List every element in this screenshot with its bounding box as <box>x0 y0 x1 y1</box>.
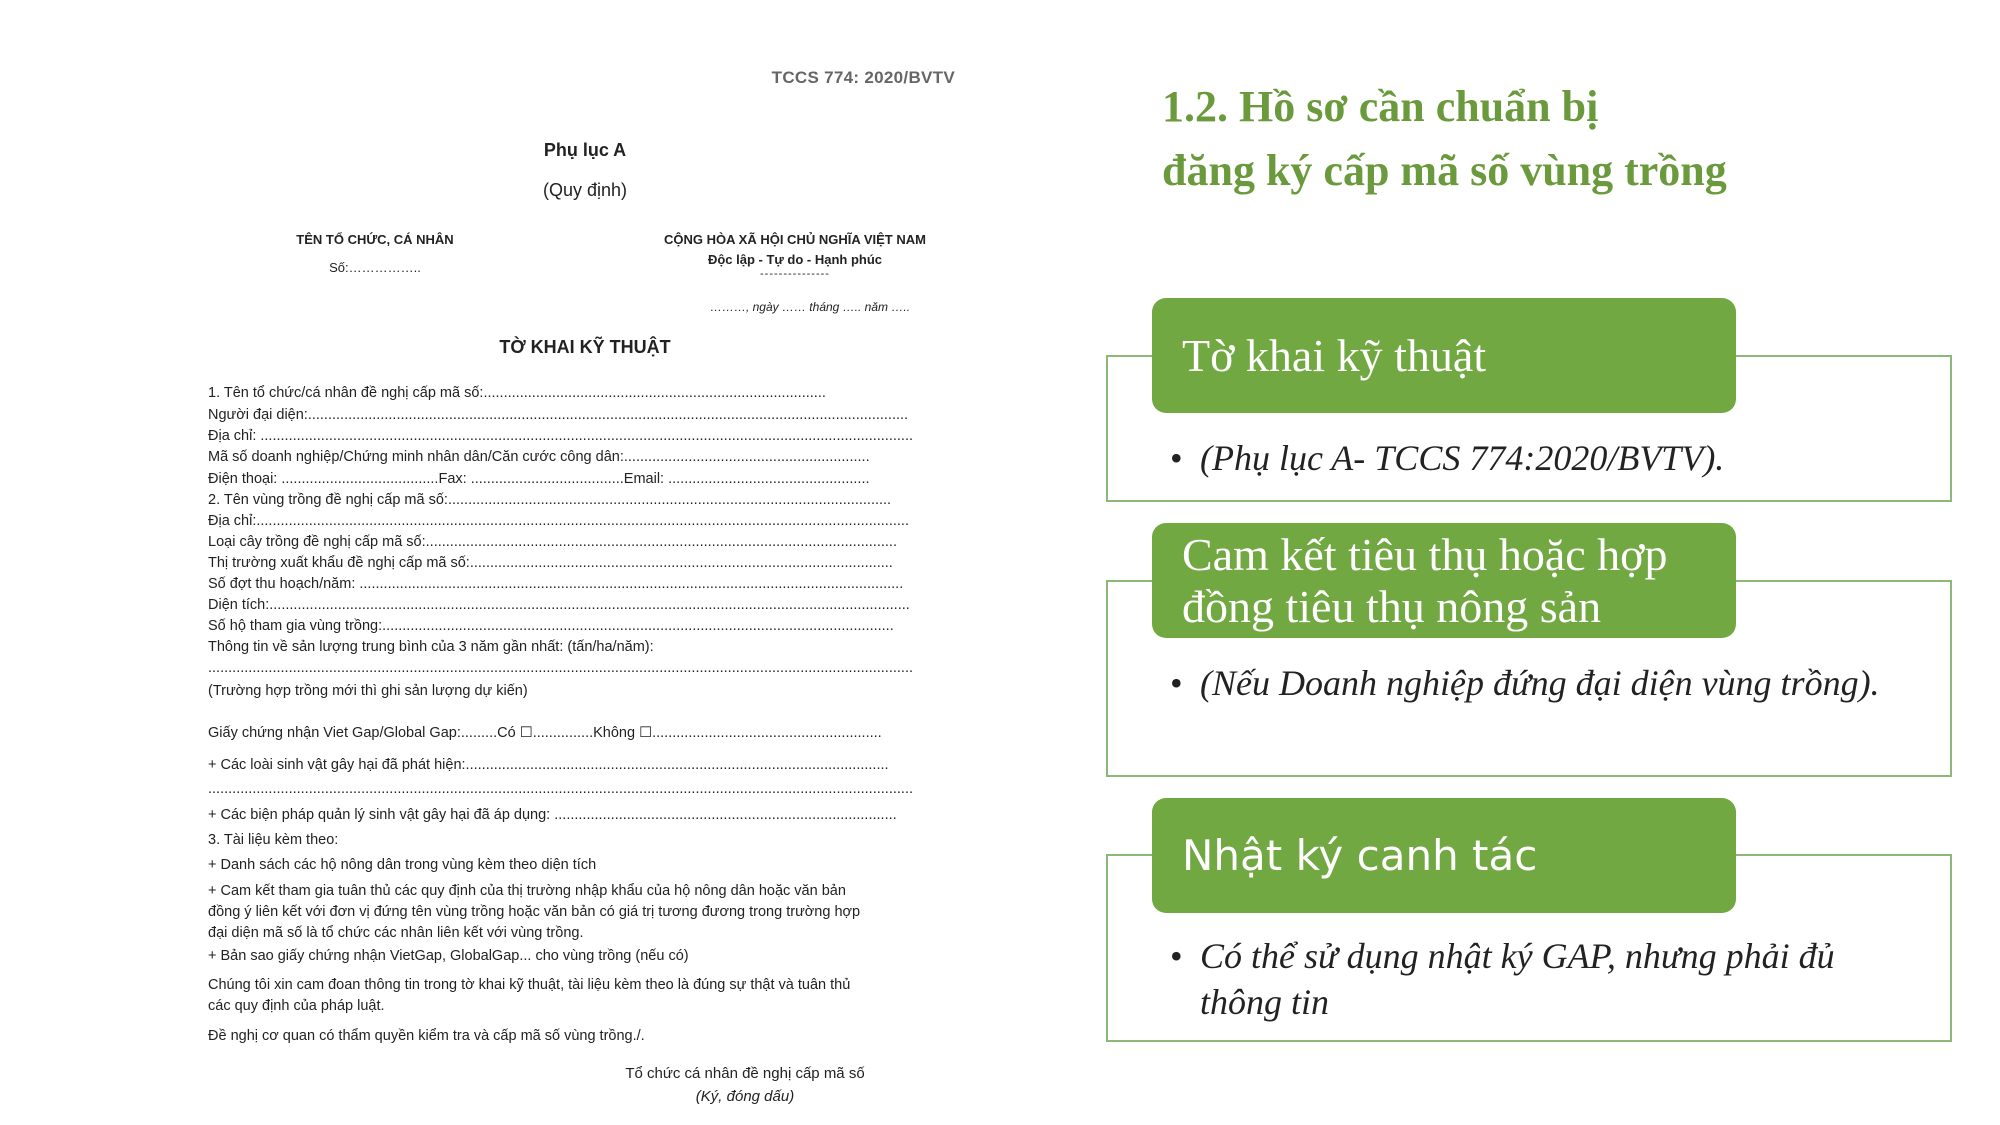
form-line: Loại cây trồng đề nghị cấp mã số:..................................................................................................................... <box>208 534 897 550</box>
technical-declaration-form <box>205 60 965 1120</box>
form-line: Số đợt thu hoạch/năm: ....................................................................................................................................... <box>208 576 904 592</box>
card-title-technical-declaration: Tờ khai kỹ thuật <box>1152 298 1736 413</box>
form-line: Địa chỉ:.................................................................................................................................................................. <box>208 513 909 529</box>
bullet-dot-icon: • <box>1170 663 1183 703</box>
motto-rule: --------------- <box>760 268 830 280</box>
org-number: Số:…………….. <box>329 260 421 275</box>
form-line: 2. Tên vùng trồng đề nghị cấp mã số:.............................................................................................................. <box>208 492 892 508</box>
form-line: các quy định của pháp luật. <box>208 998 385 1014</box>
slide-heading <box>1162 75 1727 203</box>
form-line: Địa chỉ: .................................................................................................................................................................. <box>208 428 914 444</box>
form-line: Số hộ tham gia vùng trồng:............................................................................................................................... <box>208 618 894 634</box>
annex-title: Phụ lục A <box>543 140 627 160</box>
card-bullet-technical-declaration <box>1170 435 1900 481</box>
form-line: ............................................................................................................................................................................... <box>208 660 913 676</box>
form-line: Người đại diện:..................................................................................................................................................... <box>208 407 909 423</box>
form-line: + Các loài sinh vật gây hại đã phát hiện:......................................................................................................... <box>208 757 889 773</box>
form-line: + Cam kết tham gia tuân thủ các quy định của thị trường nhập khẩu của hộ nông dân hoặc văn bản <box>208 883 846 899</box>
form-line: Đề nghị cơ quan có thẩm quyền kiểm tra và cấp mã số vùng trồng./. <box>208 1028 645 1044</box>
date-line: ………, ngày …… tháng ….. năm ….. <box>709 300 911 314</box>
card-bullet-farming-diary <box>1170 933 1900 1025</box>
republic-title: CỘNG HÒA XÃ HỘI CHỦ NGHĨA VIỆT NAM <box>664 232 926 247</box>
form-line: Thông tin về sản lượng trung bình của 3 năm gần nhất: (tấn/ha/năm): <box>208 639 654 655</box>
form-line: 1. Tên tổ chức/cá nhân đề nghị cấp mã số:..................................................................................... <box>208 385 826 401</box>
card-bullet-sales-commitment <box>1170 660 1900 706</box>
form-line: Mã số doanh nghiệp/Chứng minh nhân dân/Căn cước công dân:............................................................. <box>208 449 870 465</box>
form-line: ............................................................................................................................................................................... <box>208 781 913 797</box>
bullet-dot-icon: • <box>1170 438 1183 478</box>
bullet-text: (Phụ lục A- TCCS 774:2020/BVTV). <box>1200 438 1725 478</box>
bullet-text: Có thể sử dụng nhật ký GAP, nhưng phải đủ thông tin <box>1200 936 1835 1022</box>
form-title: TỜ KHAI KỸ THUẬT <box>499 337 671 357</box>
bullet-text: (Nếu Doanh nghiệp đứng đại diện vùng trồng). <box>1200 663 1880 703</box>
org-name-label: TÊN TỔ CHỨC, CÁ NHÂN <box>296 232 454 247</box>
bullet-dot-icon: • <box>1170 936 1183 976</box>
form-line: (Trường hợp trồng mới thì ghi sản lượng dự kiến) <box>208 683 528 699</box>
form-line: Chúng tôi xin cam đoan thông tin trong tờ khai kỹ thuật, tài liệu kèm theo là đúng sự thật và tuân thủ <box>208 977 851 993</box>
card-title-sales-commitment: Cam kết tiêu thụ hoặc hợp đồng tiêu thụ nông sản <box>1152 523 1736 638</box>
form-line: Diện tích:............................................................................................................................................................... <box>208 597 910 613</box>
form-line: + Danh sách các hộ nông dân trong vùng kèm theo diện tích <box>208 857 597 873</box>
form-line: 3. Tài liệu kèm theo: <box>208 832 339 848</box>
heading-line-2: đăng ký cấp mã số vùng trồng <box>1162 146 1727 195</box>
annex-subtitle: (Quy định) <box>542 180 628 200</box>
heading-line-1: 1.2. Hồ sơ cần chuẩn bị <box>1162 82 1599 131</box>
national-motto: Độc lập - Tự do - Hạnh phúc <box>707 252 883 267</box>
form-line: Điện thoại: .......................................Fax: ......................................Email: .................................................. <box>208 471 870 487</box>
form-line: Giấy chứng nhận Viet Gap/Global Gap:.........Có ☐...............Không ☐......................................................... <box>208 725 882 741</box>
card-title-farming-diary: Nhật ký canh tác <box>1152 798 1736 913</box>
form-line: + Bản sao giấy chứng nhận VietGap, GlobalGap... cho vùng trồng (nếu có) <box>208 948 689 964</box>
standard-code: TCCS 774: 2020/BVTV <box>771 68 955 87</box>
form-line: đồng ý liên kết với đơn vị đứng tên vùng trồng hoặc văn bản có giá trị tương đương trong trường hợp <box>208 904 861 920</box>
form-line: Thị trường xuất khẩu đề nghị cấp mã số:......................................................................................................... <box>208 555 893 571</box>
signer-note: (Ký, đóng dấu) <box>695 1088 795 1105</box>
form-line: + Các biện pháp quản lý sinh vật gây hại đã áp dụng: ..................................................................................... <box>208 807 897 823</box>
signer-label: Tổ chức cá nhân đề nghị cấp mã số <box>625 1065 865 1082</box>
form-line: đại diện mã số là tổ chức các nhân liên kết với vùng trồng. <box>208 925 584 941</box>
